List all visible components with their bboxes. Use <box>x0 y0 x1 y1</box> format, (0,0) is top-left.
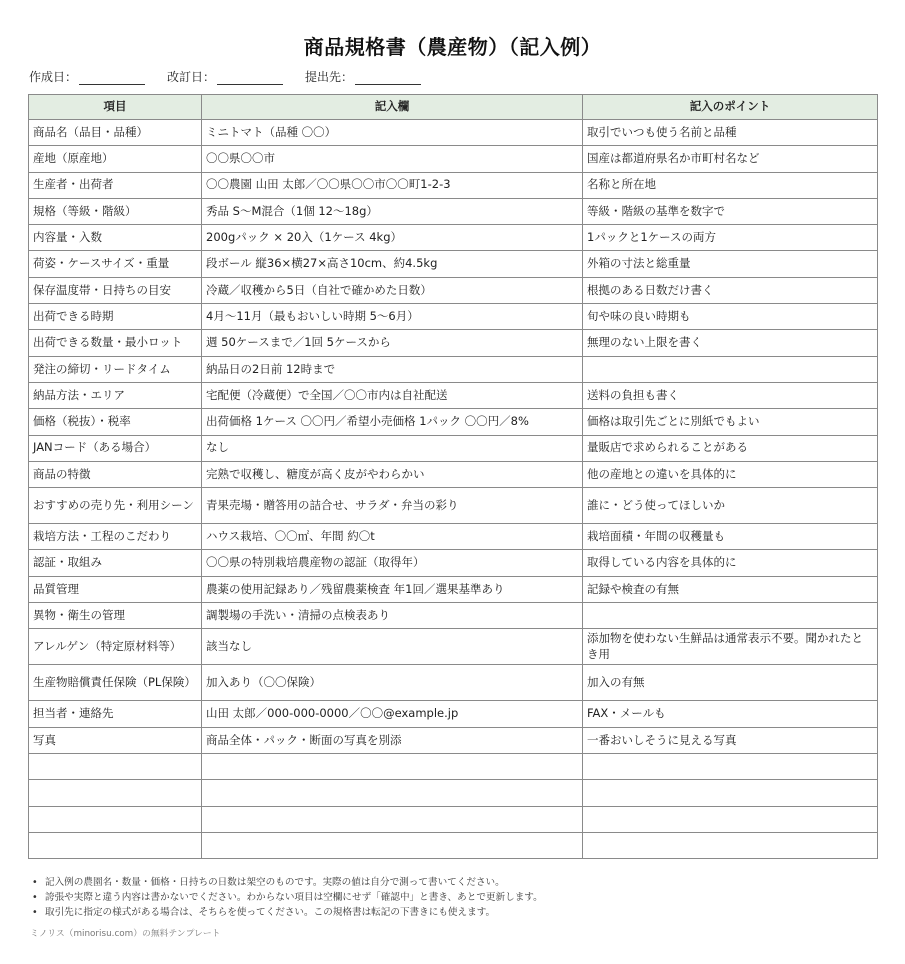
point-cell: 名称と所在地 <box>583 172 878 198</box>
entry-cell[interactable]: 調製場の手洗い・清掃の点検表あり <box>202 603 583 629</box>
header-item: 項目 <box>29 95 202 120</box>
point-cell: 誰に・どう使ってほしいか <box>583 488 878 524</box>
note-item: • 誇張や実際と違う内容は書かないでください。わからない項目は空欄にせず「確認中」と書き、あとで更新します。 <box>30 890 543 905</box>
table-row <box>29 409 878 435</box>
table-row <box>29 524 878 550</box>
item-cell: 異物・衛生の管理 <box>29 603 202 629</box>
entry-cell[interactable]: 週 50ケースまで／1回 5ケースから <box>202 330 583 356</box>
entry-cell[interactable]: 200gパック × 20入（1ケース 4kg） <box>202 225 583 251</box>
table-row <box>29 727 878 753</box>
item-cell <box>29 780 202 806</box>
point-cell: 1パックと1ケースの両方 <box>583 225 878 251</box>
page-title: 商品規格書（農産物）（記入例） <box>303 35 602 59</box>
point-cell: 根拠のある日数だけ書く <box>583 277 878 303</box>
entry-cell[interactable]: 該当なし <box>202 629 583 665</box>
entry-cell[interactable]: 山田 太郎／000-000-0000／〇〇@example.jp <box>202 701 583 727</box>
table-row <box>29 603 878 629</box>
point-cell <box>583 806 878 832</box>
revised-date-label: 改訂日： <box>167 70 216 84</box>
item-cell: 納品方法・エリア <box>29 382 202 408</box>
item-cell: 写真 <box>29 727 202 753</box>
table-row <box>29 665 878 701</box>
entry-cell[interactable]: 青果売場・贈答用の詰合せ、サラダ・弁当の彩り <box>202 488 583 524</box>
note-item: • 記入例の農園名・数量・価格・日持ちの日数は架空のものです。実際の値は自分で測って書いてください。 <box>30 875 543 890</box>
created-date-label: 作成日： <box>29 70 78 84</box>
item-cell: JANコード（ある場合） <box>29 435 202 461</box>
point-cell <box>583 356 878 382</box>
point-cell: 量販店で求められることがある <box>583 435 878 461</box>
point-cell: 取得している内容を具体的に <box>583 550 878 576</box>
notes-list <box>30 875 543 920</box>
item-cell: おすすめの売り先・利用シーン <box>29 488 202 524</box>
submit-to-blank[interactable] <box>355 72 421 85</box>
table-row <box>29 550 878 576</box>
table-row <box>29 382 878 408</box>
item-cell <box>29 832 202 858</box>
point-cell: 価格は取引先ごとに別紙でもよい <box>583 409 878 435</box>
entry-cell[interactable]: 出荷価格 1ケース 〇〇円／希望小売価格 1パック 〇〇円／8% <box>202 409 583 435</box>
point-cell: FAX・メールも <box>583 701 878 727</box>
point-cell: 加入の有無 <box>583 665 878 701</box>
item-cell: 商品名（品目・品種） <box>29 120 202 146</box>
table-row <box>29 780 878 806</box>
table-header-row <box>29 95 878 120</box>
entry-cell[interactable]: 加入あり（〇〇保険） <box>202 665 583 701</box>
table-row <box>29 251 878 277</box>
entry-cell[interactable]: 秀品 S〜M混合（1個 12〜18g） <box>202 198 583 224</box>
table-row <box>29 488 878 524</box>
item-cell: 商品の特徴 <box>29 461 202 487</box>
table-row <box>29 225 878 251</box>
entry-cell[interactable]: 納品日の2日前 12時まで <box>202 356 583 382</box>
header-entry: 記入欄 <box>202 95 583 120</box>
entry-cell[interactable] <box>202 806 583 832</box>
entry-cell[interactable] <box>202 832 583 858</box>
item-cell: 内容量・入数 <box>29 225 202 251</box>
table-row <box>29 701 878 727</box>
table-row <box>29 172 878 198</box>
entry-cell[interactable]: 〇〇農園 山田 太郎／〇〇県〇〇市〇〇町1-2-3 <box>202 172 583 198</box>
table-row <box>29 120 878 146</box>
table-row <box>29 435 878 461</box>
meta-fields <box>29 68 443 85</box>
point-cell: 添加物を使わない生鮮品は通常表示不要。聞かれたとき用 <box>583 629 878 665</box>
point-cell <box>583 780 878 806</box>
point-cell: 記録や検査の有無 <box>583 576 878 602</box>
point-cell: 国産は都道府県名か市町村名など <box>583 146 878 172</box>
item-cell: 価格（税抜）・税率 <box>29 409 202 435</box>
item-cell: アレルゲン（特定原材料等） <box>29 629 202 665</box>
entry-cell[interactable]: 冷蔵／収穫から5日（自社で確かめた日数） <box>202 277 583 303</box>
item-cell: 認証・取組み <box>29 550 202 576</box>
entry-cell[interactable]: 農薬の使用記録あり／残留農薬検査 年1回／選果基準あり <box>202 576 583 602</box>
revised-date-blank[interactable] <box>217 72 283 85</box>
table-row <box>29 629 878 665</box>
item-cell: 出荷できる時期 <box>29 304 202 330</box>
table-row <box>29 304 878 330</box>
item-cell <box>29 753 202 779</box>
entry-cell[interactable]: 4月〜11月（最もおいしい時期 5〜6月） <box>202 304 583 330</box>
entry-cell[interactable]: 〇〇県〇〇市 <box>202 146 583 172</box>
item-cell: 産地（原産地） <box>29 146 202 172</box>
table-row <box>29 576 878 602</box>
point-cell: 送料の負担も書く <box>583 382 878 408</box>
table-row <box>29 146 878 172</box>
spec-table <box>28 94 878 859</box>
table-row <box>29 753 878 779</box>
point-cell: 等級・階級の基準を数字で <box>583 198 878 224</box>
point-cell: 他の産地との違いを具体的に <box>583 461 878 487</box>
point-cell: 取引でいつも使う名前と品種 <box>583 120 878 146</box>
point-cell: 外箱の寸法と総重量 <box>583 251 878 277</box>
entry-cell[interactable]: 商品全体・パック・断面の写真を別添 <box>202 727 583 753</box>
item-cell: 品質管理 <box>29 576 202 602</box>
table-row <box>29 356 878 382</box>
entry-cell[interactable]: 宅配便（冷蔵便）で全国／〇〇市内は自社配送 <box>202 382 583 408</box>
item-cell: 規格（等級・階級） <box>29 198 202 224</box>
header-points: 記入のポイント <box>583 95 878 120</box>
point-cell: 栽培面積・年間の収穫量も <box>583 524 878 550</box>
submit-to-field <box>305 68 421 85</box>
item-cell: 保存温度帯・日持ちの目安 <box>29 277 202 303</box>
item-cell: 担当者・連絡先 <box>29 701 202 727</box>
item-cell: 荷姿・ケースサイズ・重量 <box>29 251 202 277</box>
entry-cell[interactable]: なし <box>202 435 583 461</box>
item-cell: 栽培方法・工程のこだわり <box>29 524 202 550</box>
table-row <box>29 461 878 487</box>
table-row <box>29 277 878 303</box>
submit-to-label: 提出先： <box>305 70 354 84</box>
entry-cell[interactable] <box>202 753 583 779</box>
table-body <box>29 120 878 859</box>
created-date-field <box>29 68 145 85</box>
entry-cell[interactable]: ミニトマト（品種 〇〇） <box>202 120 583 146</box>
entry-cell[interactable] <box>202 780 583 806</box>
point-cell: 無理のない上限を書く <box>583 330 878 356</box>
created-date-blank[interactable] <box>79 72 145 85</box>
item-cell: 生産物賠償責任保険（PL保険） <box>29 665 202 701</box>
item-cell: 出荷できる数量・最小ロット <box>29 330 202 356</box>
point-cell: 一番おいしそうに見える写真 <box>583 727 878 753</box>
point-cell <box>583 832 878 858</box>
entry-cell[interactable]: 段ボール 縦36×横27×高さ10cm、約4.5kg <box>202 251 583 277</box>
table-row <box>29 198 878 224</box>
note-item: • 取引先に指定の様式がある場合は、そちらを使ってください。この規格書は転記の下書きにも使えます。 <box>30 905 543 920</box>
point-cell <box>583 753 878 779</box>
entry-cell[interactable]: ハウス栽培、〇〇㎡、年間 約〇t <box>202 524 583 550</box>
footer-credit: ミノリス（minorisu.com）の無料テンプレート <box>30 929 221 939</box>
item-cell: 発注の締切・リードタイム <box>29 356 202 382</box>
table-row <box>29 806 878 832</box>
entry-cell[interactable]: 〇〇県の特別栽培農産物の認証（取得年） <box>202 550 583 576</box>
point-cell: 旬や味の良い時期も <box>583 304 878 330</box>
item-cell: 生産者・出荷者 <box>29 172 202 198</box>
point-cell <box>583 603 878 629</box>
table-row <box>29 330 878 356</box>
item-cell <box>29 806 202 832</box>
entry-cell[interactable]: 完熟で収穫し、糖度が高く皮がやわらかい <box>202 461 583 487</box>
table-row <box>29 832 878 858</box>
revised-date-field <box>167 68 283 85</box>
